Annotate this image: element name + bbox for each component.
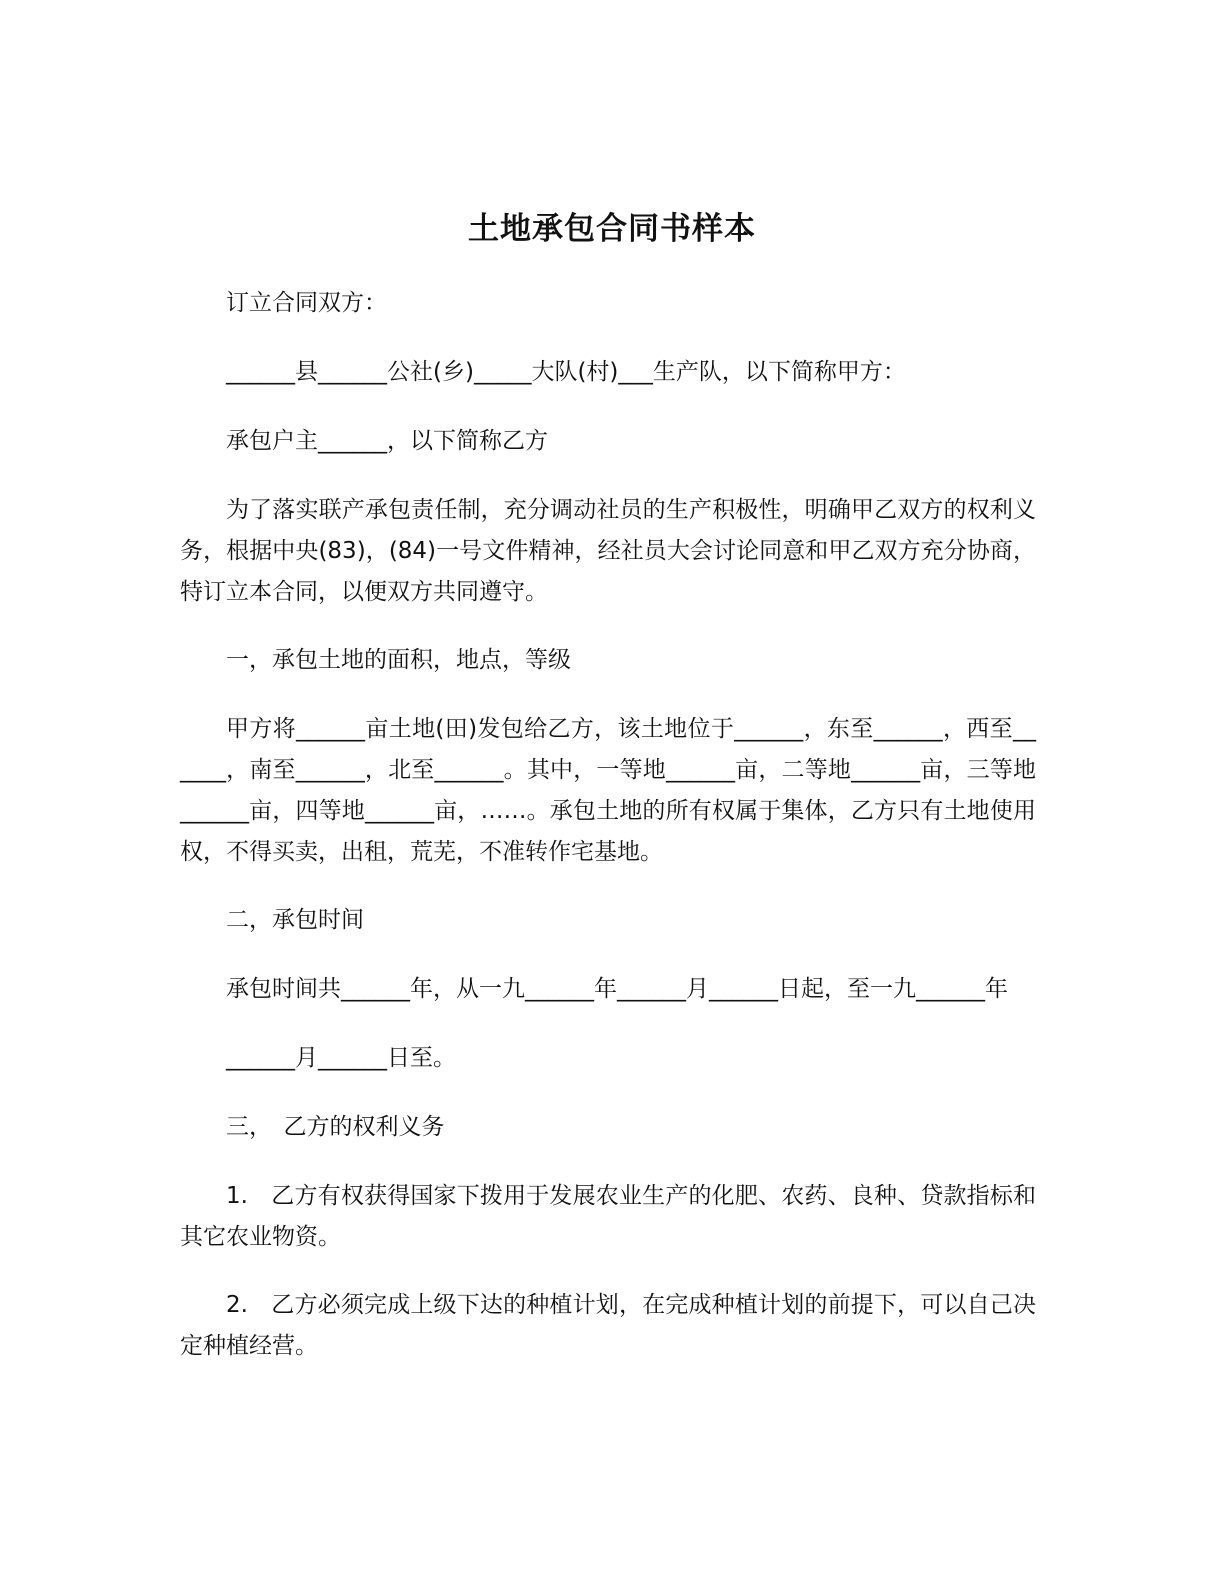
section-heading-2: 二，承包时间: [226, 907, 364, 933]
section-heading-1: 一，承包土地的面积，地点，等级: [226, 647, 571, 673]
list-item-2: 2. 乙方必须完成上级下达的种植计划，在完成种植计划的前提下，可以自己决定种植经营。: [180, 1292, 1036, 1359]
list-item-1: 1. 乙方有权获得国家下拨用于发展农业生产的化肥、农药、良种、贷款指标和其它农业物资。: [180, 1183, 1036, 1250]
paragraph-party-a: ______县______公社(乡)_____大队(村)___生产队，以下简称甲方：: [226, 359, 906, 385]
paragraph-term-start: 承包时间共______年，从一九______年______月______日起，至一九______年: [226, 976, 1008, 1002]
paragraph-term-end: ______月______日至。: [226, 1045, 456, 1071]
paragraph-purpose: 为了落实联产承包责任制，充分调动社员的生产积极性，明确甲乙双方的权利义务，根据中央(83)，(84)一号文件精神，经社员大会讨论同意和甲乙双方充分协商，特订立本合同，以便双方共同遵守。: [180, 497, 1036, 605]
paragraph-parties: 订立合同双方：: [226, 290, 387, 316]
paragraph-land-details: 甲方将______亩土地(田)发包给乙方，该土地位于______，东至______，西至______，南至______，北至______。其中，一等地______亩，二等地______亩，三等地______亩，四等地______亩，……。承包土地的所有权属于集体，乙方只有土地使用权，不得买卖，出租，荒芜，不准转作宅基地。: [180, 716, 1036, 865]
document-title: 土地承包合同书样本: [468, 211, 756, 247]
paragraph-party-b: 承包户主______，以下简称乙方: [226, 428, 548, 454]
section-heading-3: 三， 乙方的权利义务: [226, 1114, 445, 1140]
